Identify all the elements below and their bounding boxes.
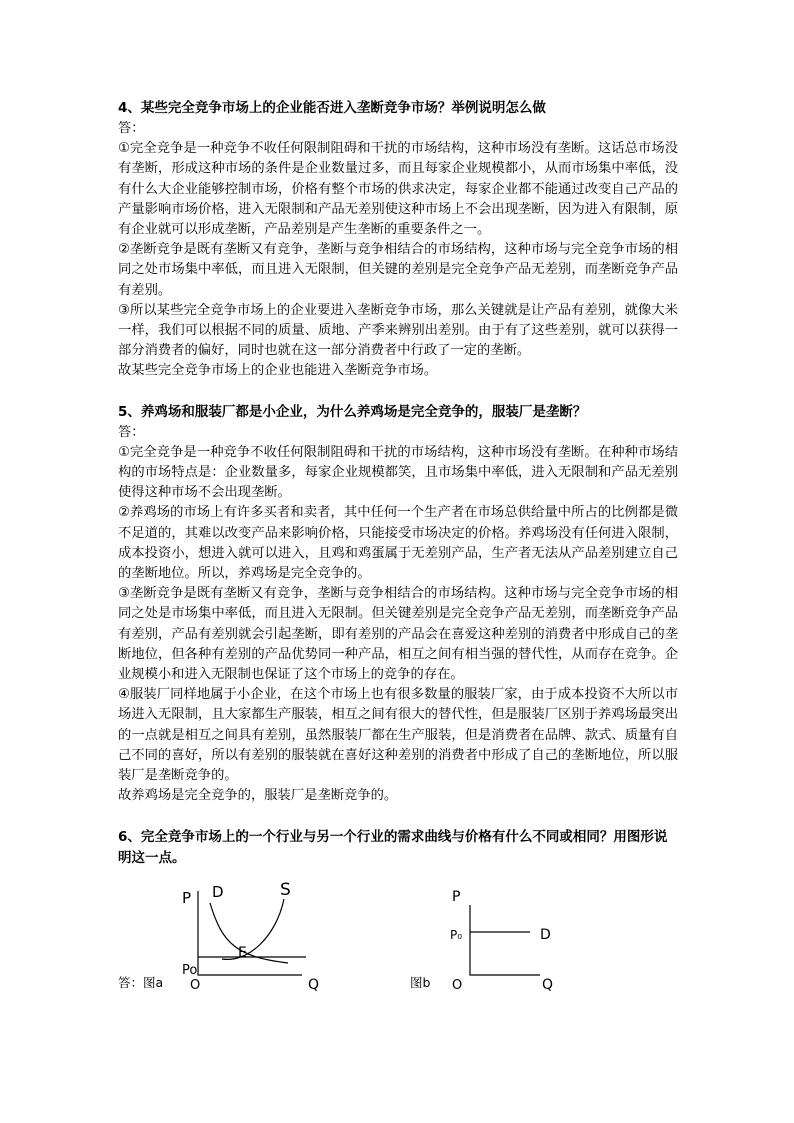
figure-b-q-label: Q xyxy=(542,976,554,992)
answer-5-label: 答： xyxy=(118,424,145,440)
document-page xyxy=(118,98,678,997)
figure-b-diagram xyxy=(448,877,648,992)
figure-b-axes xyxy=(470,905,540,975)
figure-a-diagram xyxy=(180,877,400,992)
figure-b-o-label: O xyxy=(452,977,463,992)
figure-b-d-label: D xyxy=(540,926,551,943)
answer-4-paragraph-2: ②垄断竞争是既有垄断又有竞争，垄断与竞争相结合的市场结构，这种市场与完全竞争市场的相同之处市场集中率低，而且进入无限制，但关键的差别是完全竞争产品无差别，而垄断竞争产品有差别。 xyxy=(118,242,678,298)
figure-a-d-label: D xyxy=(212,882,224,901)
figure-b-p-label: P xyxy=(452,888,461,905)
question-5-title: 5、养鸡场和服装厂都是小企业，为什么养鸡场是完全竞争的，服装厂是垄断？ xyxy=(118,403,587,420)
figure-a-demand-curve xyxy=(210,903,288,963)
answer-4-paragraph-1: ①完全竞争是一种竞争不收任何限制阻碍和干扰的市场结构，这种市场没有垄断。这话总市场没有垄断，形成这种市场的条件是企业数量过多，而且每家企业规模都小，从而市场集中率低，没有什么大企业能够控制市场，价格有整个市场的供求决定，每家企业都不能通过改变自己产品的产量影响市场价格，进入无限制和产品无差别使这种市场上不会出现垄断，因为进入有限制，原有企业就可以形成垄断，产品差别是产生垄断的重要条件之一。 xyxy=(118,141,678,238)
figure-a-p0-label: Po xyxy=(182,962,198,978)
figure-a-s-label: S xyxy=(280,879,291,900)
answer-5-paragraph-1: ①完全竞争是一种竞争不收任何限制阻碍和干扰的市场结构，这种市场没有垄断。在种种市场结构的市场特点是：企业数量多，每家企业规模都笑，且市场集中率低，进入无限制和产品无差别使得这种市场不会出现垄断。 xyxy=(118,444,678,501)
answer-5-paragraph-3: ③垄断竞争是既有垄断又有竞争，垄断与竞争相结合的市场结构。这种市场与完全竞争市场的相同之处是市场集中率低，而且进入无限制。但关键差别是完全竞争产品无差别，而垄断竞争产品有差别，产品有差别就会引起垄断，即有差别的产品会在喜爱这种差别的消费者中形成自己的垄断地位，但各种有差别的产品优势同一种产品，相互之间有相当强的替代性，从而存在竞争。企业规模小和进入无限制也保证了这个市场上的竞争的存在。 xyxy=(118,586,678,683)
answer-5-paragraph-4: ④服装厂同样地属于小企业，在这个市场上也有很多数量的服装厂家，由于成本投资不大所以市场进入无限制，且大家都生产服装，相互之间有很大的替代性，但是服装厂区别于养鸡场最突出的一点就是相互之间具有差别，虽然服装厂都在生产服装，但是消费者在品牌、款式、质量有自己不同的喜好，所以有差别的服装就在喜好这种差别的消费者中形成了自己的垄断地位，所以服装厂是垄断竞争的。 xyxy=(118,687,678,784)
question-6-title: 6、完全竞争市场上的一个行业与另一个行业的需求曲线与价格有什么不同或相同？用图形说明这一点。 xyxy=(118,828,668,866)
answer-4-label: 答： xyxy=(118,121,145,136)
answer-5-conclusion: 故养鸡场是完全竞争的，服装厂是垄断竞争的。 xyxy=(118,788,398,804)
figure-a-supply-curve xyxy=(222,899,284,959)
figure-a-p-label: P xyxy=(182,888,192,907)
answer-5-paragraph-2: ②养鸡场的市场上有许多买者和卖者，其中任何一个生产者在市场总供给量中所占的比例都是微不足道的，其难以改变产品来影响价格，只能接受市场决定的价格。养鸡场没有任何进入限制，成本投资小，想进入就可以进入，且鸡和鸡蛋属于无差别产品，生产者无法从产品差别建立自己的垄断地位。所以，养鸡场是完全竞争的。 xyxy=(118,505,678,582)
answer-4-conclusion: 故某些完全竞争市场上的企业也能进入垄断竞争市场。 xyxy=(118,363,438,379)
answer-4-paragraph-3: ③所以某些完全竞争市场上的企业要进入垄断竞争市场，那么关键就是让产品有差别，就像大米一样，我们可以根据不同的质量、质地、产季来辨别出差别。由于有了这些差别，就可以获得一部分消费者的偏好，同时也就在这一部分消费者中行政了一定的垄断。 xyxy=(118,302,678,359)
figure-a-caption: 答：图a xyxy=(118,974,164,990)
question-4-title: 4、某些完全竞争市场上的企业能否进入垄断竞争市场？举例说明怎么做 xyxy=(118,100,546,116)
figure-a-o-label: O xyxy=(190,977,201,992)
figures-area xyxy=(118,877,678,997)
figure-a-q-label: Q xyxy=(308,976,320,992)
figure-b-p0-label: P₀ xyxy=(450,927,463,942)
figure-b-caption: 图b xyxy=(410,974,431,990)
figure-a-e-label: E xyxy=(238,944,247,961)
